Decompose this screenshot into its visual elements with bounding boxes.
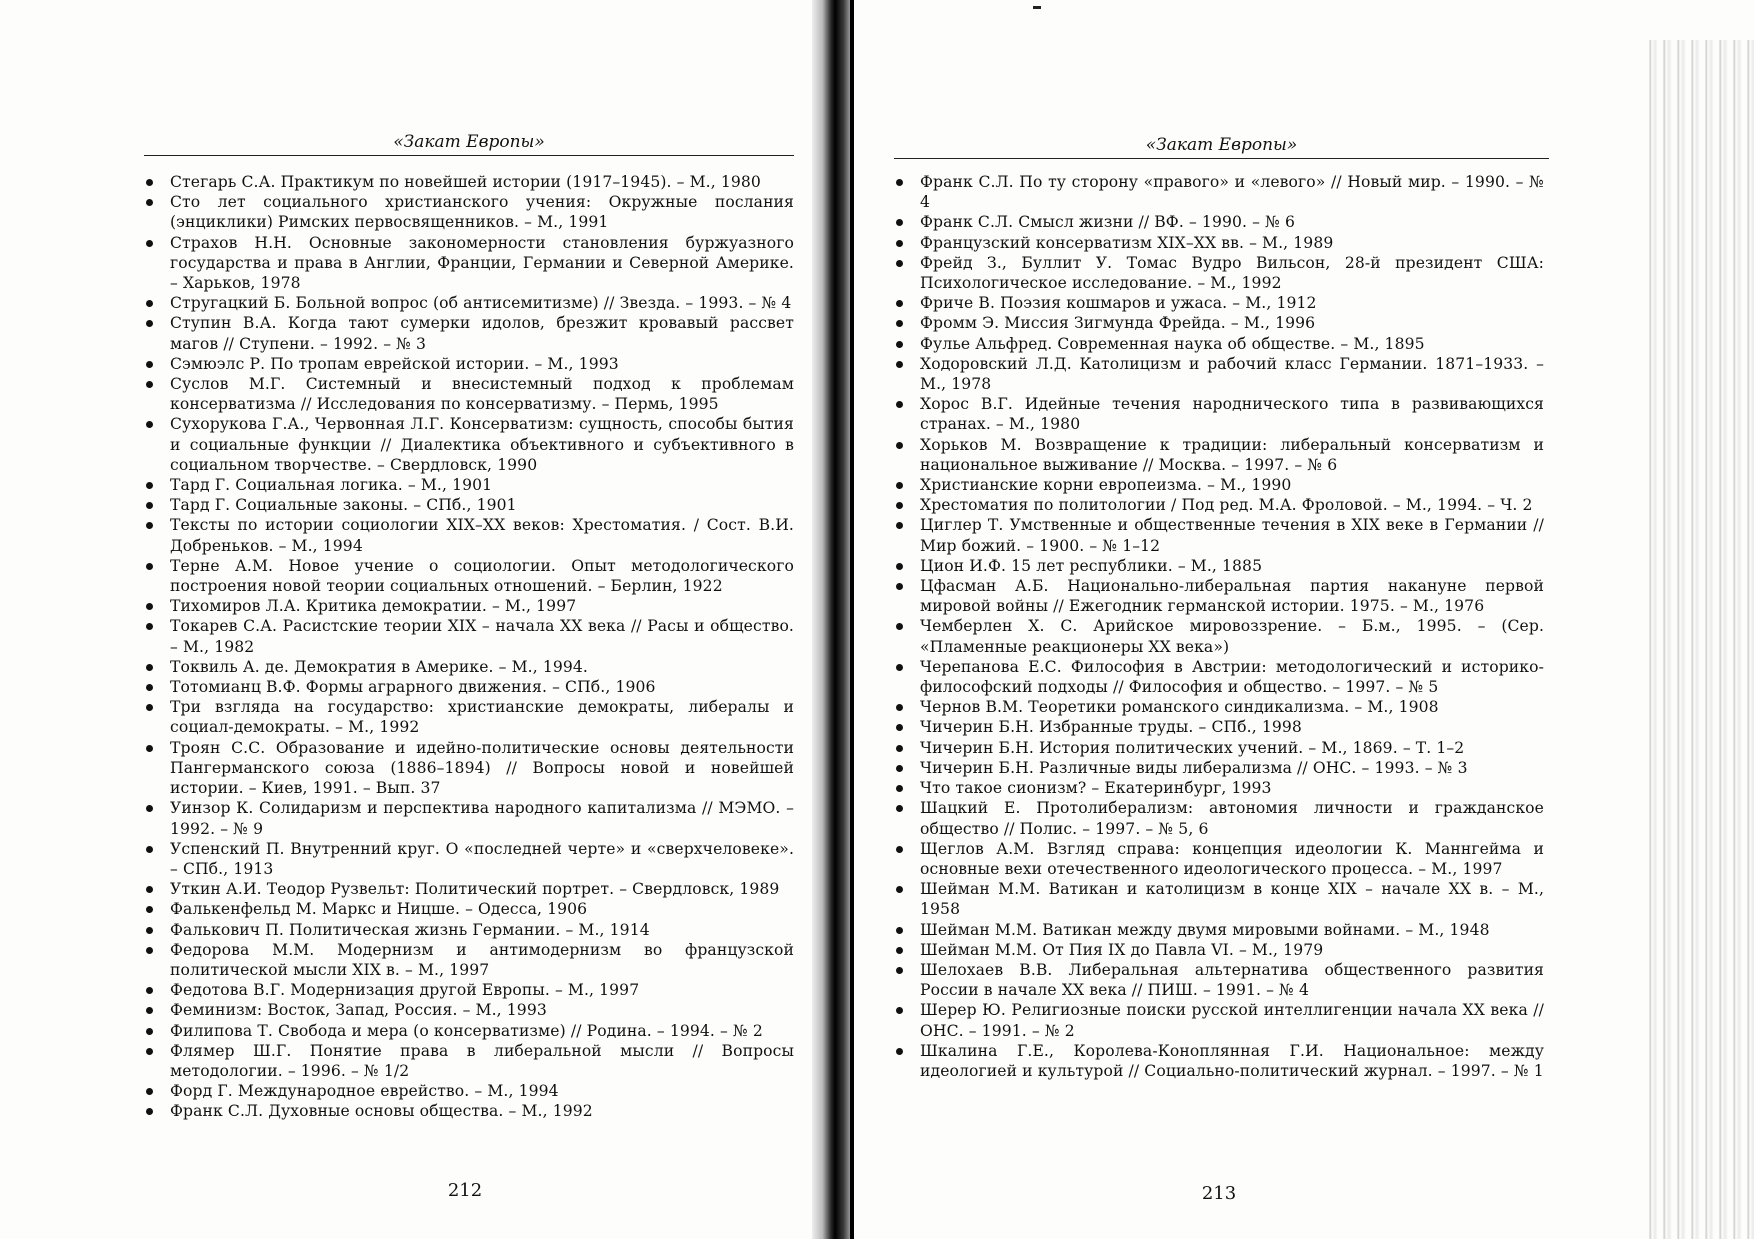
entry-text: Французский консерватизм XIX–XX вв. – М., 1989: [920, 233, 1334, 252]
bibliography-entry: [894, 940, 1544, 960]
bibliography-entry: [894, 334, 1544, 354]
bullet-icon: [896, 240, 903, 247]
bullet-icon: [896, 219, 903, 226]
bibliography-entry: [144, 738, 794, 799]
left-page: [0, 0, 828, 1239]
bullet-icon: [896, 664, 903, 671]
bullet-icon: [146, 1108, 153, 1115]
entry-text: Уткин А.И. Теодор Рузвельт: Политический портрет. – Свердловск, 1989: [170, 880, 780, 899]
bullet-icon: [146, 664, 153, 671]
bibliography-entry: [144, 233, 794, 294]
entry-text: Франк С.Л. Духовные основы общества. – М., 1992: [170, 1102, 593, 1121]
bibliography-entry: [894, 293, 1544, 313]
entry-text: Тард Г. Социальные законы. – СПб., 1901: [170, 496, 517, 515]
page-edges: [1644, 40, 1754, 1239]
entry-text: Стегарь С.А. Практикум по новейшей истории (1917–1945). – М., 1980: [170, 173, 761, 191]
bibliography-entry: [144, 172, 794, 192]
entry-text: Хорос В.Г. Идейные течения народнического типа в развивающихся странах. – М., 1980: [920, 395, 1544, 434]
bullet-icon: [896, 1007, 903, 1014]
entry-text: Хорьков М. Возвращение к традиции: либеральный консерватизм и национальное выживание // Москва. – 1997. – № 6: [920, 435, 1544, 474]
right-running-header: «Закат Европы»: [1145, 135, 1298, 155]
bibliography-entry: [144, 920, 794, 940]
entry-text: Сэмюэлс Р. По тропам еврейской истории. – М., 1993: [170, 354, 619, 373]
scan-mark: [1033, 6, 1041, 9]
bibliography-entry: [144, 980, 794, 1000]
entry-text: Фрейд З., Буллит У. Томас Вудро Вильсон, 28-й президент США: Психологическое исследование. – М., 1992: [920, 253, 1544, 293]
entry-text: Федорова М.М. Модернизм и антимодернизм во французской политической мысли XIX в. – М., 1997: [170, 940, 794, 979]
entry-text: Чичерин Б.Н. Различные виды либерализма // ОНС. – 1993. – № 3: [920, 758, 1468, 777]
bibliography-entry: [894, 253, 1544, 293]
right-header-rule: [894, 158, 1549, 159]
bullet-icon: [146, 199, 153, 206]
entry-text: Чемберлен Х. С. Арийское мировоззрение. – Б.м., 1995. – (Сер. «Пламенные реакционеры XX века»): [920, 617, 1544, 656]
bullet-icon: [896, 724, 903, 731]
entry-text: Чичерин Б.Н. Избранные труды. – СПб., 1998: [920, 718, 1302, 737]
bibliography-entry: [894, 394, 1544, 434]
entry-text: Федотова В.Г. Модернизация другой Европы. – М., 1997: [170, 981, 640, 1000]
bullet-icon: [146, 179, 153, 186]
entry-text: Успенский П. Внутренний круг. О «последней черте» и «сверхчеловеке». – СПб., 1913: [170, 839, 794, 878]
bibliography-entry: [894, 1041, 1544, 1081]
entry-text: Хрестоматия по политологии / Под ред. М.А. Фроловой. – М., 1994. – Ч. 2: [920, 496, 1533, 515]
bullet-icon: [146, 381, 153, 388]
entry-text: Троян С.С. Образование и идейно-политические основы деятельности Пангерманского союза (1886–1894) // Вопросы новой и новейшей истории. – Киев, 1991. – Вып. 37: [170, 738, 794, 798]
left-bibliography-list: [144, 172, 794, 1122]
bullet-icon: [146, 623, 153, 630]
bullet-icon: [146, 482, 153, 489]
bullet-icon: [146, 603, 153, 610]
bibliography-entry: [894, 495, 1544, 515]
bullet-icon: [896, 260, 903, 267]
bullet-icon: [896, 765, 903, 772]
entry-text: Стругацкий Б. Больной вопрос (об антисемитизме) // Звезда. – 1993. – № 4: [170, 294, 792, 313]
bibliography-entry: [894, 778, 1544, 798]
bullet-icon: [896, 704, 903, 711]
bibliography-entry: [894, 313, 1544, 333]
bibliography-entry: [144, 596, 794, 616]
bibliography-entry: [894, 920, 1544, 940]
bibliography-entry: [144, 657, 794, 677]
bullet-icon: [896, 401, 903, 408]
entry-text: Цион И.Ф. 15 лет республики. – М., 1885: [920, 556, 1263, 575]
bibliography-entry: [894, 233, 1544, 253]
bibliography-entry: [144, 1081, 794, 1101]
bibliography-entry: [894, 697, 1544, 717]
bibliography-entry: [144, 192, 794, 232]
bullet-icon: [896, 522, 903, 529]
entry-text: Флямер Ш.Г. Понятие права в либеральной мысли // Вопросы методологии. – 1996. – № 1/2: [170, 1041, 794, 1080]
left-running-header: «Закат Европы»: [393, 132, 545, 152]
bibliography-entry: [894, 879, 1544, 919]
entry-text: Черепанова Е.С. Философия в Австрии: методологический и историко-философский подходы // Философия и общество. – 1997. – № 5: [920, 657, 1544, 697]
entry-text: Филипова Т. Свобода и мера (о консерватизме) // Родина. – 1994. – № 2: [170, 1021, 763, 1040]
entry-text: Фалькенфельд М. Маркс и Ницше. – Одесса, 1906: [170, 900, 588, 919]
bullet-icon: [896, 886, 903, 893]
bullet-icon: [896, 967, 903, 974]
entry-text: Терне А.М. Новое учение о социологии. Опыт методологического построения новой теории социальных отношений. – Берлин, 1922: [170, 556, 794, 596]
book-gutter: [812, 0, 854, 1239]
bibliography-entry: [894, 738, 1544, 758]
bullet-icon: [896, 179, 903, 186]
entry-text: Христианские корни европеизма. – М., 1990: [920, 476, 1292, 495]
entry-text: Шацкий Е. Протолиберализм: автономия личности и гражданское общество // Полис. – 1997. – № 5, 6: [920, 799, 1544, 838]
entry-text: Шейман М.М. Ватикан и католицизм в конце XIX – начале XX в. – М., 1958: [920, 880, 1544, 919]
bullet-icon: [896, 341, 903, 348]
bullet-icon: [146, 1088, 153, 1095]
bullet-icon: [896, 502, 903, 509]
entry-text: Три взгляда на государство: христианские демократы, либералы и социал-демократы. – М., 1992: [170, 698, 794, 737]
bibliography-entry: [894, 717, 1544, 737]
bullet-icon: [896, 361, 903, 368]
entry-text: Шкалина Г.Е., Королева-Коноплянная Г.И. Национальное: между идеологией и культурой // Социально-политический журнал. – 1997. – № 1: [920, 1041, 1544, 1080]
bullet-icon: [146, 684, 153, 691]
entry-text: Тихомиров Л.А. Критика демократии. – М., 1997: [170, 597, 577, 616]
entry-text: Фалькович П. Политическая жизнь Германии. – М., 1914: [170, 920, 650, 939]
bibliography-entry: [144, 1021, 794, 1041]
bullet-icon: [146, 240, 153, 247]
bibliography-entry: [144, 899, 794, 919]
bibliography-entry: [894, 960, 1544, 1000]
entry-text: Фулье Альфред. Современная наука об обществе. – М., 1895: [920, 334, 1425, 353]
right-page: [850, 0, 1754, 1239]
bibliography-entry: [894, 556, 1544, 576]
entry-text: Токарев С.А. Расистские теории XIX – начала XX века // Расы и общество. – М., 1982: [170, 617, 794, 656]
bullet-icon: [146, 1048, 153, 1055]
entry-text: Тексты по истории социологии XIX–XX веков: Хрестоматия. / Сост. В.И. Добреньков. – М., 1994: [170, 516, 794, 555]
entry-text: Цфасман А.Б. Национально-либеральная партия накануне первой мировой войны // Ежегодник германской истории. 1975. – М., 1976: [920, 577, 1544, 616]
entry-text: Чернов В.М. Теоретики романского синдикализма. – М., 1908: [920, 698, 1439, 717]
bibliography-entry: [144, 697, 794, 737]
entry-text: Фромм Э. Миссия Зигмунда Фрейда. – М., 1996: [920, 314, 1316, 333]
entry-text: Фриче В. Поэзия кошмаров и ужаса. – М., 1912: [920, 294, 1317, 313]
bullet-icon: [146, 846, 153, 853]
right-page-number: 213: [1201, 1183, 1237, 1204]
bibliography-entry: [144, 495, 794, 515]
bullet-icon: [146, 987, 153, 994]
bullet-icon: [146, 300, 153, 307]
bullet-icon: [896, 442, 903, 449]
entry-text: Ступин В.А. Когда тают сумерки идолов, брезжит кровавый рассвет магов // Ступени. – 1992. – № 3: [170, 314, 794, 353]
bibliography-entry: [894, 1000, 1544, 1040]
entry-text: Циглер Т. Умственные и общественные течения в XIX веке в Германии // Мир божий. – 1900. – № 1–12: [920, 516, 1544, 555]
bibliography-entry: [144, 1000, 794, 1020]
bibliography-entry: [144, 293, 794, 313]
entry-text: Франк С.Л. По ту сторону «правого» и «левого» // Новый мир. – 1990. – № 4: [920, 173, 1544, 212]
entry-text: Тотомианц В.Ф. Формы аграрного движения. – СПб., 1906: [170, 678, 656, 697]
bullet-icon: [146, 421, 153, 428]
bullet-icon: [896, 300, 903, 307]
bibliography-entry: [894, 515, 1544, 555]
bullet-icon: [146, 1028, 153, 1035]
bibliography-entry: [144, 313, 794, 353]
bibliography-entry: [144, 616, 794, 656]
bibliography-entry: [144, 879, 794, 899]
bibliography-entry: [144, 1041, 794, 1081]
entry-text: Шерер Ю. Религиозные поиски русской интеллигенции начала XX века // ОНС. – 1991. – № 2: [920, 1001, 1544, 1040]
bibliography-entry: [894, 758, 1544, 778]
bullet-icon: [896, 947, 903, 954]
bibliography-entry: [894, 435, 1544, 475]
bibliography-entry: [894, 475, 1544, 495]
left-header-rule: [144, 155, 794, 156]
entry-text: Ходоровский Л.Д. Католицизм и рабочий класс Германии. 1871–1933. – М., 1978: [920, 354, 1544, 394]
bibliography-entry: [144, 515, 794, 555]
entry-text: Щеглов А.М. Взгляд справа: концепция идеологии К. Маннгейма и основные вехи отечественного идеологического процесса. – М., 1997: [920, 839, 1544, 878]
entry-text: Тард Г. Социальная логика. – М., 1901: [170, 476, 493, 495]
bibliography-entry: [144, 940, 794, 980]
bibliography-entry: [894, 212, 1544, 232]
bullet-icon: [146, 927, 153, 934]
bullet-icon: [146, 805, 153, 812]
entry-text: Уинзор К. Солидаризм и перспектива народного капитализма // МЭМО. – 1992. – № 9: [170, 799, 794, 838]
bullet-icon: [896, 320, 903, 327]
bullet-icon: [146, 704, 153, 711]
bullet-icon: [896, 745, 903, 752]
bibliography-entry: [144, 354, 794, 374]
entry-text: Токвиль А. де. Демократия в Америке. – М., 1994.: [170, 657, 588, 676]
entry-text: Феминизм: Восток, Запад, Россия. – М., 1993: [170, 1001, 547, 1020]
bullet-icon: [896, 927, 903, 934]
bibliography-entry: [144, 839, 794, 879]
bullet-icon: [146, 361, 153, 368]
entry-text: Шейман М.М. Ватикан между двумя мировыми войнами. – М., 1948: [920, 920, 1490, 939]
entry-text: Форд Г. Международное еврейство. – М., 1994: [170, 1082, 559, 1101]
bibliography-entry: [144, 1101, 794, 1121]
bullet-icon: [896, 563, 903, 570]
entry-text: Франк С.Л. Смысл жизни // ВФ. – 1990. – № 6: [920, 213, 1296, 232]
bibliography-entry: [894, 657, 1544, 697]
entry-text: Страхов Н.Н. Основные закономерности становления буржуазного государства и права в Англии, Франции, Германии и Северной Америке. – Харьков, 1978: [170, 233, 794, 293]
bullet-icon: [896, 805, 903, 812]
bibliography-entry: [894, 839, 1544, 879]
entry-text: Сто лет социального христианского учения: Окружные послания (энциклики) Римских первосвященников. – М., 1991: [170, 193, 794, 232]
bibliography-entry: [894, 798, 1544, 838]
bibliography-entry: [144, 414, 794, 475]
bullet-icon: [896, 583, 903, 590]
entry-text: Сухорукова Г.А., Червонная Л.Г. Консерватизм: сущность, способы бытия и социальные функции // Диалектика объективного и субъективного в социальном творчестве. – Свердловск, 1990: [170, 415, 794, 474]
bibliography-entry: [144, 374, 794, 414]
bullet-icon: [896, 785, 903, 792]
entry-text: Шейман М.М. От Пия IX до Павла VI. – М., 1979: [920, 940, 1324, 959]
left-page-number: 212: [447, 1180, 483, 1201]
bullet-icon: [146, 563, 153, 570]
bibliography-entry: [894, 616, 1544, 656]
bullet-icon: [146, 320, 153, 327]
bullet-icon: [146, 522, 153, 529]
bullet-icon: [896, 623, 903, 630]
bibliography-entry: [144, 798, 794, 838]
bullet-icon: [146, 906, 153, 913]
entry-text: Шелохаев В.В. Либеральная альтернатива общественного развития России в начале XX века // ПИШ. – 1991. – № 4: [920, 960, 1544, 1000]
bibliography-entry: [144, 475, 794, 495]
bullet-icon: [896, 846, 903, 853]
bullet-icon: [146, 947, 153, 954]
bullet-icon: [896, 482, 903, 489]
bibliography-entry: [144, 556, 794, 596]
bullet-icon: [146, 1007, 153, 1014]
entry-text: Суслов М.Г. Системный и внесистемный подход к проблемам консерватизма // Исследования по консерватизму. – Пермь, 1995: [170, 375, 794, 414]
right-bibliography-list: [894, 172, 1544, 1081]
bullet-icon: [146, 886, 153, 893]
entry-text: Чичерин Б.Н. История политических учений. – М., 1869. – Т. 1–2: [920, 738, 1465, 757]
entry-text: Что такое сионизм? – Екатеринбург, 1993: [920, 779, 1272, 798]
bullet-icon: [146, 502, 153, 509]
bibliography-entry: [894, 354, 1544, 394]
bullet-icon: [146, 745, 153, 752]
bibliography-entry: [894, 576, 1544, 616]
bibliography-entry: [894, 172, 1544, 212]
bullet-icon: [896, 1048, 903, 1055]
bibliography-entry: [144, 677, 794, 697]
